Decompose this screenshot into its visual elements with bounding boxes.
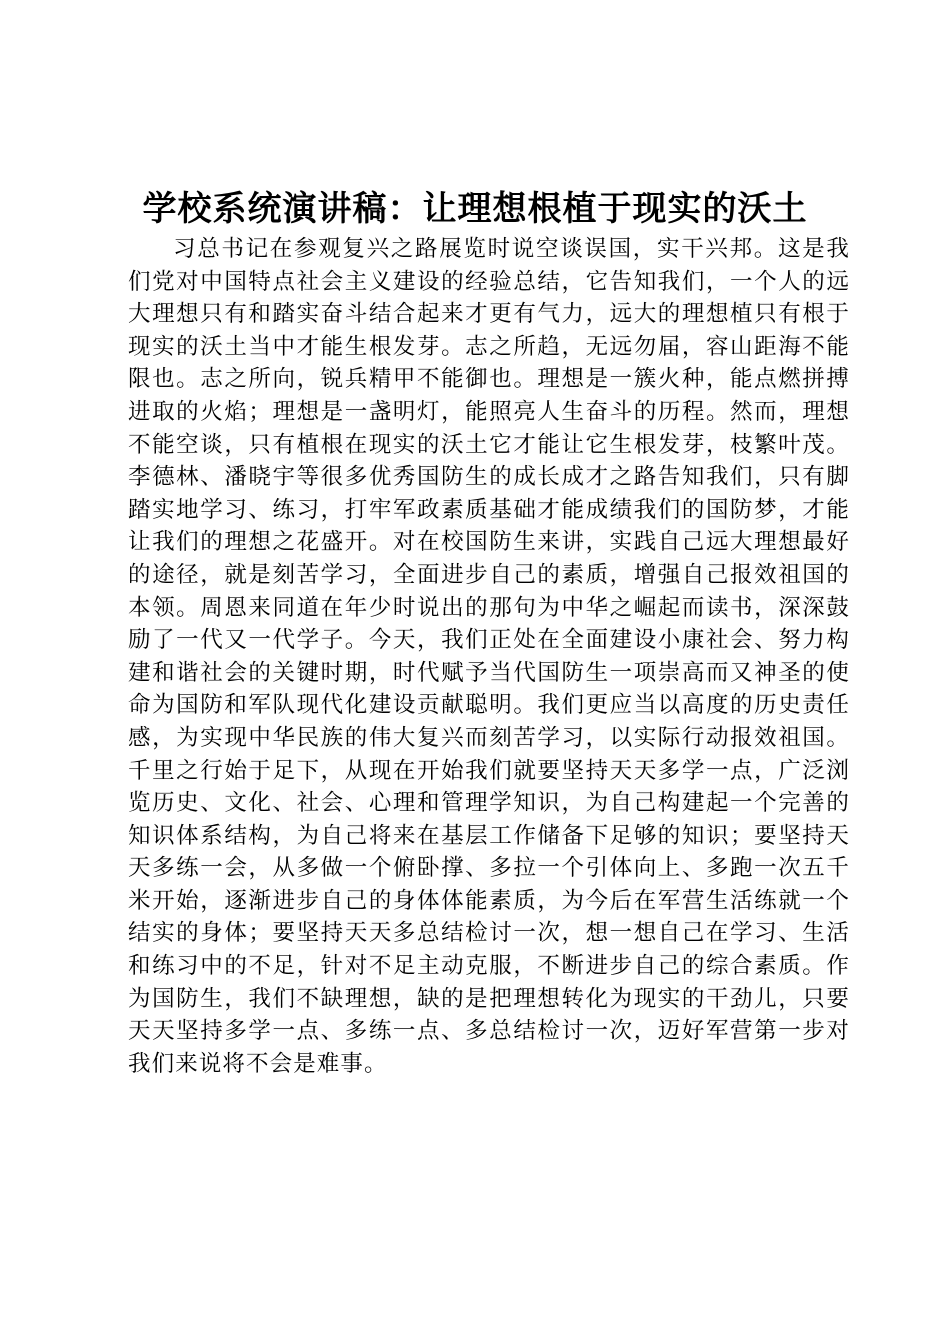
document-body-paragraph: 习总书记在参观复兴之路展览时说空谈误国，实干兴邦。这是我们党对中国特点社会主义建设的经验总结，它告知我们，一个人的远大理想只有和踏实奋斗结合起来才更有气力，远大的理想植只有根于现实的沃土当中才能生根发芽。志之所趋，无远勿届，容山距海不能限也。志之所向，锐兵精甲不能御也。理想是一簇火种，能点燃拼搏进取的火焰；理想是一盏明灯，能照亮人生奋斗的历程。然而，理想不能空谈，只有植根在现实的沃土它才能让它生根发芽，枝繁叶茂。李德林、潘晓宇等很多优秀国防生的成长成才之路告知我们，只有脚踏实地学习、练习，打牢军政素质基础才能成绩我们的国防梦，才能让我们的理想之花盛开。对在校国防生来讲，实践自己远大理想最好的途径，就是刻苦学习，全面进步自己的素质，增强自己报效祖国的本领。周恩来同道在年少时说出的那句为中华之崛起而读书，深深鼓励了一代又一代学子。今天，我们正处在全面建设小康社会、努力构建和谐社会的关键时期，时代赋予当代国防生一项崇高而又神圣的使命为国防和军队现代化建设贡献聪明。我们更应当以高度的历史责任感，为实现中华民族的伟大复兴而刻苦学习，以实际行动报效祖国。千里之行始于足下，从现在开始我们就要坚持天天多学一点，广泛浏览历史、文化、社会、心理和管理学知识，为自己构建起一个完善的知识体系结构，为自己将来在基层工作储备下足够的知识；要坚持天天多练一会，从多做一个俯卧撑、多拉一个引体向上、多跑一次五千米开始，逐渐进步自己的身体体能素质，为今后在军营生活练就一个结实的身体；要坚持天天多总结检讨一次，想一想自己在学习、生活和练习中的不足，针对不足主动克服，不断进步自己的综合素质。作为国防生，我们不缺理想，缺的是把理想转化为现实的干劲儿，只要天天坚持多学一点、多练一点、多总结检讨一次，迈好军营第一步对我们来说将不会是难事。 — [128, 236, 850, 1077]
document-title: 学校系统演讲稿：让理想根植于现实的沃土 — [142, 189, 808, 229]
